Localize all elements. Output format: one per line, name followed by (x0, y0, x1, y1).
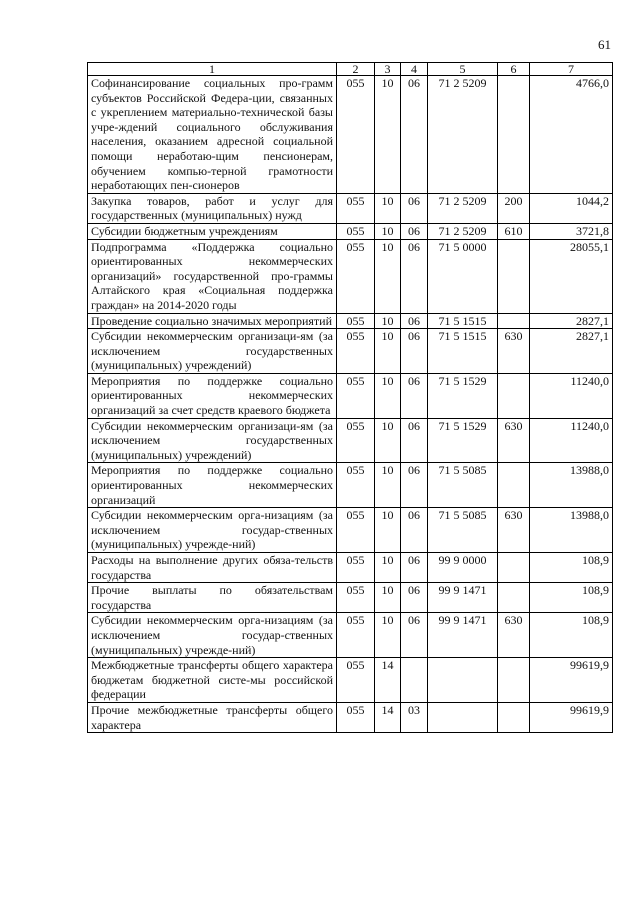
amount-cell: 3721,8 (530, 223, 613, 239)
target-code-cell: 71 2 5209 (428, 223, 498, 239)
table-row (88, 76, 613, 194)
header-cell: 4 (401, 63, 428, 76)
section-code-cell: 10 (375, 583, 401, 613)
ministry-code-cell: 055 (337, 613, 375, 658)
target-code-cell: 71 2 5209 (428, 193, 498, 223)
ministry-code-cell: 055 (337, 418, 375, 463)
row-name-cell: Субсидии некоммерческим организаци-ям (за исключением государственных (муниципальных) учреждений) (88, 329, 337, 374)
ministry-code-cell: 055 (337, 313, 375, 329)
table-row (88, 658, 613, 703)
table-row (88, 313, 613, 329)
row-name-cell: Прочие выплаты по обязательствам государства (88, 583, 337, 613)
ministry-code-cell: 055 (337, 508, 375, 553)
amount-cell: 99619,9 (530, 702, 613, 732)
target-code-cell: 71 5 0000 (428, 239, 498, 313)
table-row (88, 463, 613, 508)
subsection-code-cell: 06 (401, 193, 428, 223)
section-code-cell: 10 (375, 329, 401, 374)
subsection-code-cell: 03 (401, 702, 428, 732)
ministry-code-cell: 055 (337, 76, 375, 194)
row-name-cell: Мероприятия по поддержке социально ориентированных некоммерческих организаций (88, 463, 337, 508)
target-code-cell: 71 5 1515 (428, 329, 498, 374)
expense-type-cell (498, 239, 530, 313)
target-code-cell: 71 5 1529 (428, 418, 498, 463)
page-number: 61 (598, 37, 611, 52)
expense-type-cell (498, 373, 530, 418)
table-row (88, 583, 613, 613)
expense-type-cell: 610 (498, 223, 530, 239)
ministry-code-cell: 055 (337, 583, 375, 613)
expense-type-cell: 200 (498, 193, 530, 223)
row-name-cell: Проведение социально значимых мероприятий (88, 313, 337, 329)
target-code-cell: 99 9 1471 (428, 613, 498, 658)
table-row (88, 508, 613, 553)
subsection-code-cell: 06 (401, 613, 428, 658)
target-code-cell: 71 2 5209 (428, 76, 498, 194)
expense-type-cell: 630 (498, 508, 530, 553)
header-cell: 7 (530, 63, 613, 76)
amount-cell: 2827,1 (530, 313, 613, 329)
table-row (88, 239, 613, 313)
header-cell: 3 (375, 63, 401, 76)
section-code-cell: 10 (375, 313, 401, 329)
target-code-cell: 71 5 1529 (428, 373, 498, 418)
ministry-code-cell: 055 (337, 463, 375, 508)
row-name-cell: Закупка товаров, работ и услуг для государственных (муниципальных) нужд (88, 193, 337, 223)
amount-cell: 1044,2 (530, 193, 613, 223)
section-code-cell: 10 (375, 223, 401, 239)
section-code-cell: 10 (375, 193, 401, 223)
expense-type-cell (498, 658, 530, 703)
row-name-cell: Субсидии некоммерческим орга-низациям (за исключением государ-ственных (муниципальных) учрежде-ний) (88, 613, 337, 658)
subsection-code-cell: 06 (401, 239, 428, 313)
amount-cell: 108,9 (530, 613, 613, 658)
expense-type-cell (498, 463, 530, 508)
section-code-cell: 10 (375, 239, 401, 313)
target-code-cell: 99 9 1471 (428, 583, 498, 613)
row-name-cell: Прочие межбюджетные трансферты общего характера (88, 702, 337, 732)
target-code-cell: 71 5 5085 (428, 463, 498, 508)
subsection-code-cell: 06 (401, 313, 428, 329)
subsection-code-cell: 06 (401, 223, 428, 239)
section-code-cell: 10 (375, 76, 401, 194)
amount-cell: 4766,0 (530, 76, 613, 194)
amount-cell: 28055,1 (530, 239, 613, 313)
expense-type-cell (498, 76, 530, 194)
amount-cell: 13988,0 (530, 508, 613, 553)
row-name-cell: Расходы на выполнение других обяза-тельств государства (88, 553, 337, 583)
section-code-cell: 10 (375, 613, 401, 658)
table-body (88, 76, 613, 733)
ministry-code-cell: 055 (337, 329, 375, 374)
section-code-cell: 14 (375, 658, 401, 703)
table-row (88, 418, 613, 463)
expense-type-cell (498, 702, 530, 732)
table-row (88, 613, 613, 658)
header-cell: 1 (88, 63, 337, 76)
target-code-cell: 71 5 1515 (428, 313, 498, 329)
row-name-cell: Субсидии некоммерческим организаци-ям (за исключением государственных (муниципальных) учреждений) (88, 418, 337, 463)
target-code-cell (428, 702, 498, 732)
table-row (88, 702, 613, 732)
subsection-code-cell: 06 (401, 553, 428, 583)
table-row (88, 193, 613, 223)
subsection-code-cell: 06 (401, 463, 428, 508)
row-name-cell: Субсидии некоммерческим орга-низациям (за исключением государ-ственных (муниципальных) учрежде-ний) (88, 508, 337, 553)
subsection-code-cell: 06 (401, 508, 428, 553)
amount-cell: 11240,0 (530, 418, 613, 463)
row-name-cell: Межбюджетные трансферты общего характера бюджетам бюджетной систе-мы российской федерации (88, 658, 337, 703)
expense-type-cell (498, 553, 530, 583)
row-name-cell: Субсидии бюджетным учреждениям (88, 223, 337, 239)
section-code-cell: 14 (375, 702, 401, 732)
budget-table (87, 62, 613, 733)
ministry-code-cell: 055 (337, 239, 375, 313)
expense-type-cell: 630 (498, 613, 530, 658)
target-code-cell (428, 658, 498, 703)
expense-type-cell: 630 (498, 418, 530, 463)
amount-cell: 13988,0 (530, 463, 613, 508)
target-code-cell: 99 9 0000 (428, 553, 498, 583)
subsection-code-cell: 06 (401, 418, 428, 463)
section-code-cell: 10 (375, 463, 401, 508)
section-code-cell: 10 (375, 508, 401, 553)
amount-cell: 2827,1 (530, 329, 613, 374)
section-code-cell: 10 (375, 418, 401, 463)
amount-cell: 99619,9 (530, 658, 613, 703)
section-code-cell: 10 (375, 373, 401, 418)
ministry-code-cell: 055 (337, 193, 375, 223)
subsection-code-cell: 06 (401, 373, 428, 418)
header-row (88, 63, 613, 76)
ministry-code-cell: 055 (337, 373, 375, 418)
subsection-code-cell: 06 (401, 583, 428, 613)
target-code-cell: 71 5 5085 (428, 508, 498, 553)
amount-cell: 11240,0 (530, 373, 613, 418)
row-name-cell: Мероприятия по поддержке социально ориентированных некоммерческих организаций за счет средств краевого бюджета (88, 373, 337, 418)
amount-cell: 108,9 (530, 553, 613, 583)
row-name-cell: Подпрограмма «Поддержка социально ориентированных некоммерческих организаций» государственной про-граммы Алтайского края «Социальная поддержка граждан» на 2014-2020 годы (88, 239, 337, 313)
table-row (88, 329, 613, 374)
ministry-code-cell: 055 (337, 658, 375, 703)
ministry-code-cell: 055 (337, 223, 375, 239)
expense-type-cell (498, 583, 530, 613)
table-row (88, 223, 613, 239)
section-code-cell: 10 (375, 553, 401, 583)
subsection-code-cell (401, 658, 428, 703)
ministry-code-cell: 055 (337, 702, 375, 732)
amount-cell: 108,9 (530, 583, 613, 613)
header-cell: 5 (428, 63, 498, 76)
ministry-code-cell: 055 (337, 553, 375, 583)
table-row (88, 373, 613, 418)
table-row (88, 553, 613, 583)
expense-type-cell (498, 313, 530, 329)
subsection-code-cell: 06 (401, 76, 428, 194)
subsection-code-cell: 06 (401, 329, 428, 374)
row-name-cell: Софинансирование социальных про-грамм субъектов Российской Федера-ции, связанных с укреплением материально-технической базы учре-ждений социального обслуживания населения, оказанием адресной социальной помощи неработаю-щим пенсионерам, обучением компью-терной грамотности неработающих пен-сионеров (88, 76, 337, 194)
header-cell: 2 (337, 63, 375, 76)
header-cell: 6 (498, 63, 530, 76)
expense-type-cell: 630 (498, 329, 530, 374)
